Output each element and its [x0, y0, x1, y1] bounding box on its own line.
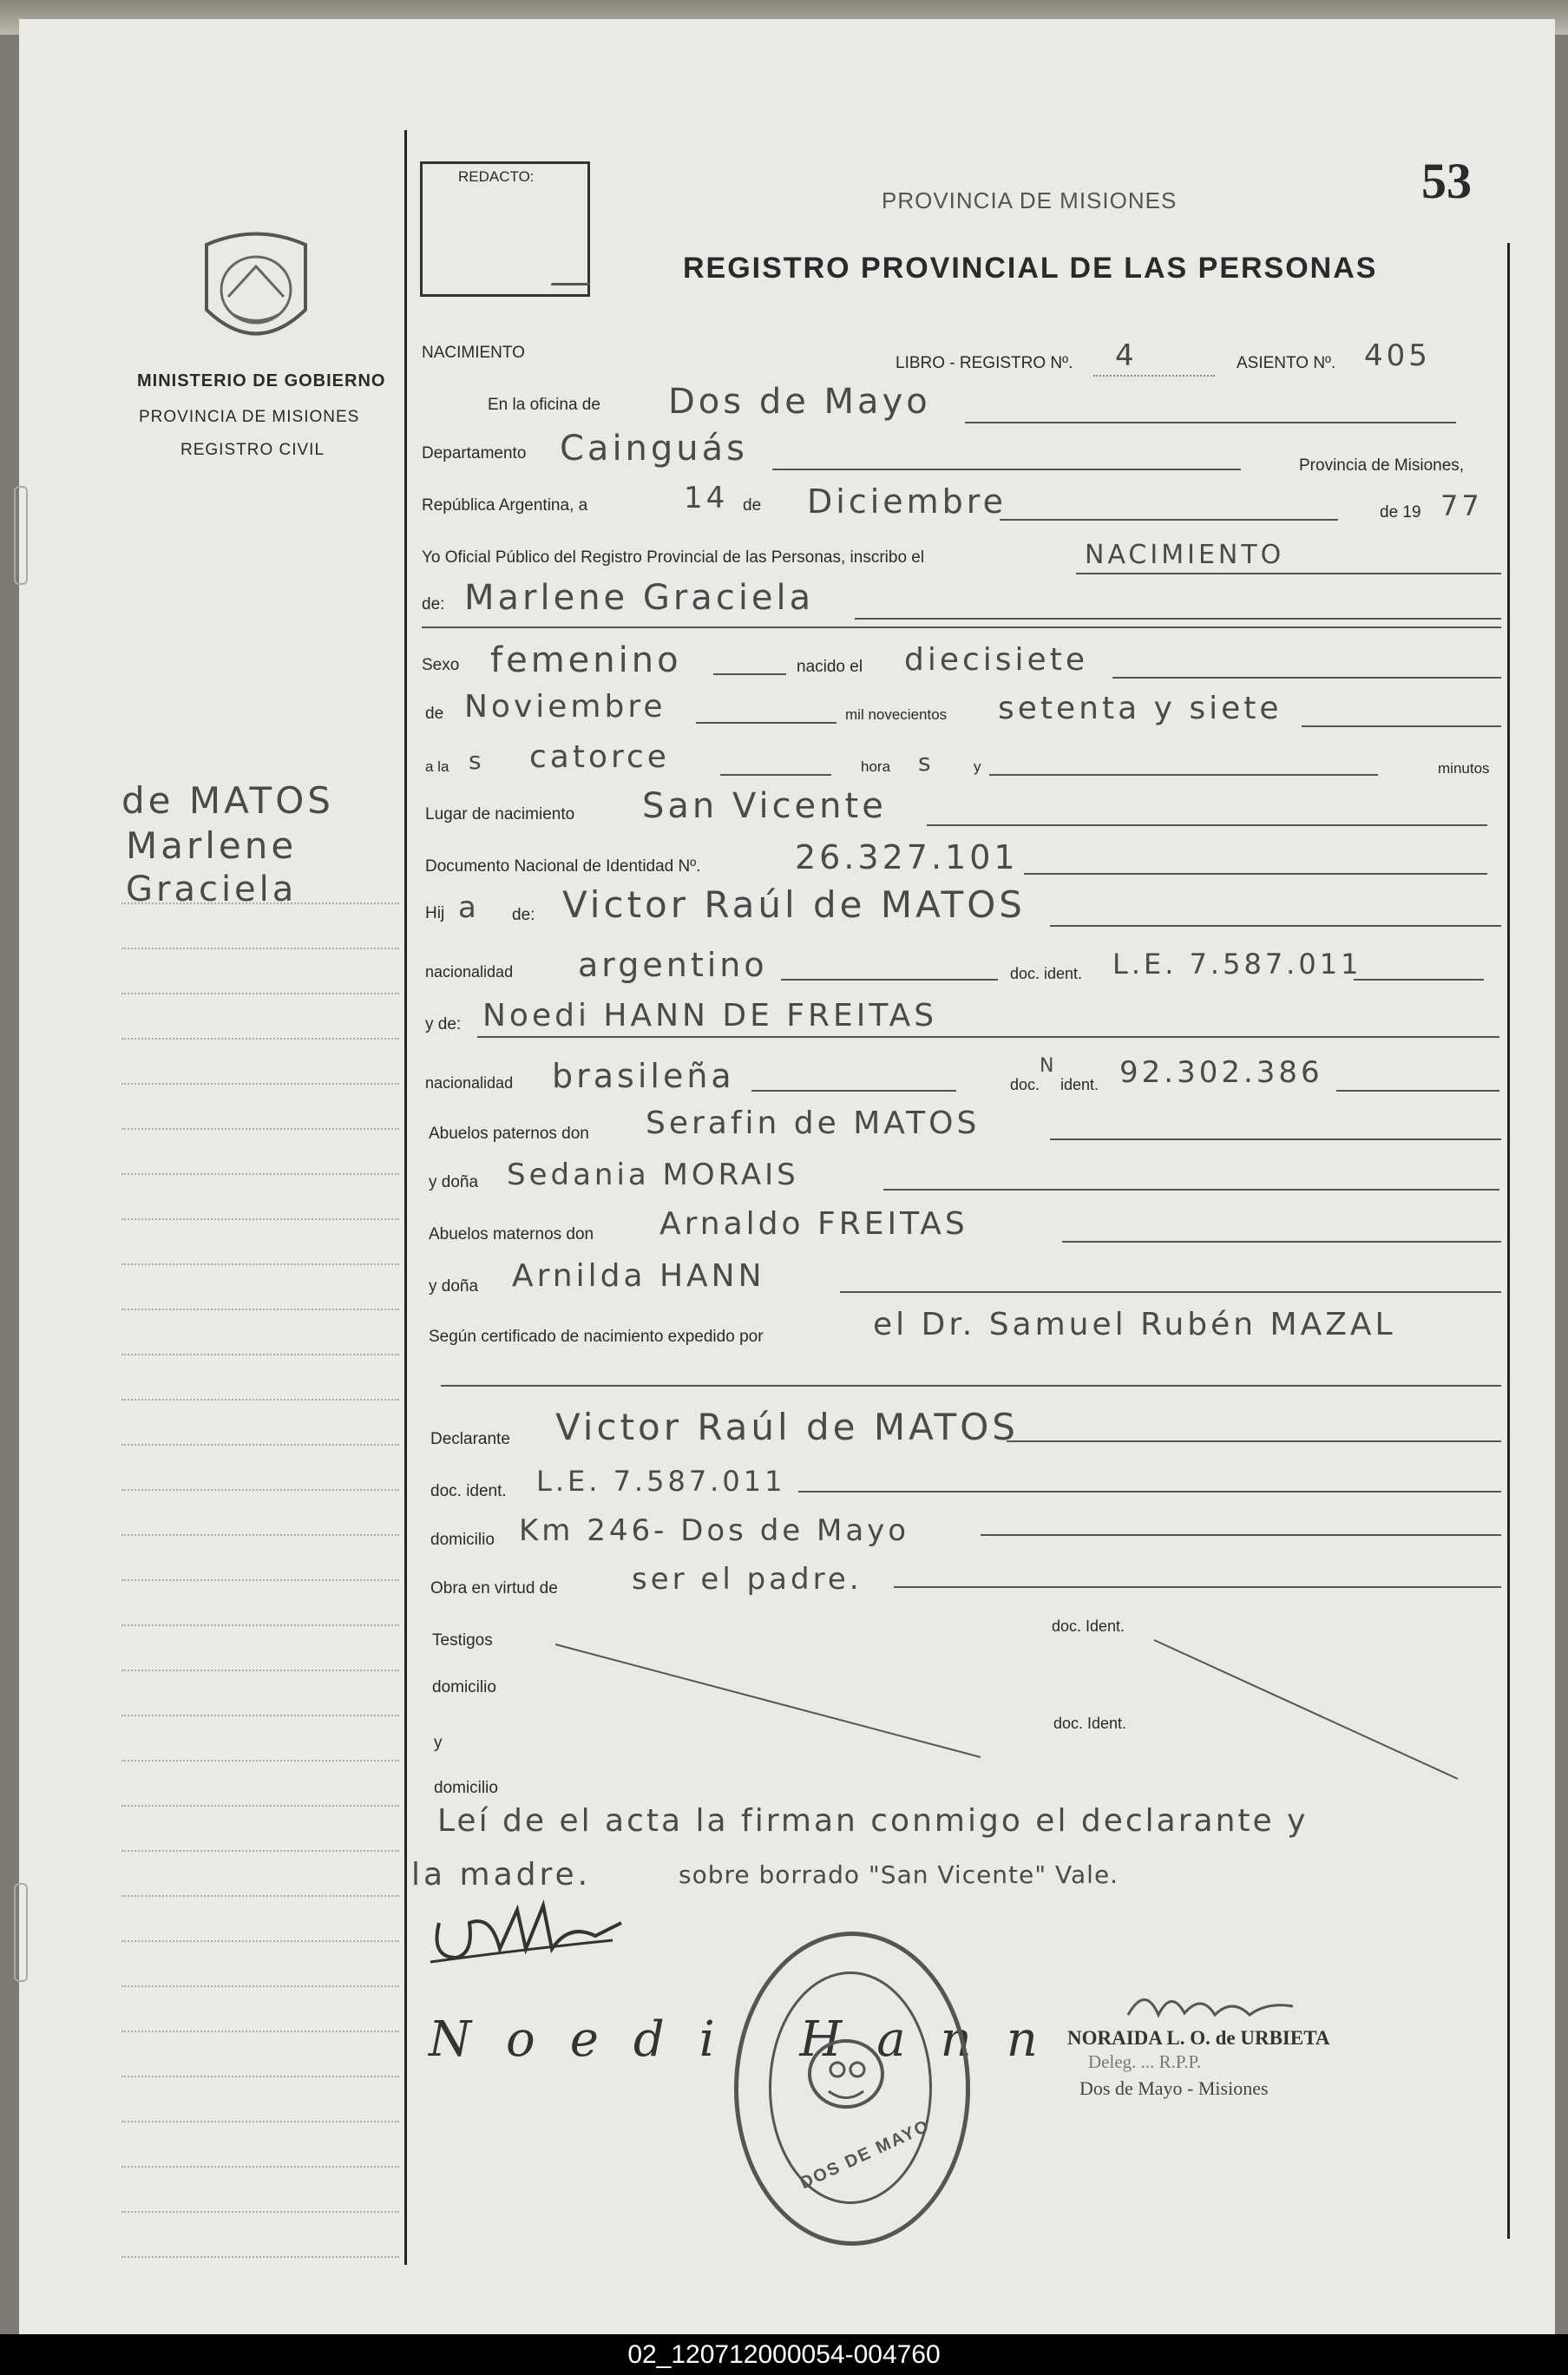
redacto-label: REDACTO: — [458, 168, 535, 185]
margin-dotted-line — [121, 1805, 399, 1807]
departamento-rule — [772, 469, 1241, 470]
margin-dotted-line — [121, 1850, 399, 1852]
oficial-text: Yo Oficial Público del Registro Provincial de las Personas, inscribo el — [422, 548, 925, 567]
sidebar-province-label: PROVINCIA DE MISIONES — [139, 408, 360, 426]
margin-dotted-line — [121, 993, 399, 994]
image-label: 02_120712000054-004760 — [0, 2334, 1568, 2375]
madre-ident-label: ident. — [1060, 1076, 1099, 1093]
dni-label: Documento Nacional de Identidad Nº. — [425, 857, 701, 876]
margin-dotted-line — [121, 1985, 399, 1987]
departamento-value: Cainguás — [560, 429, 748, 469]
domicilio-label: domicilio — [430, 1531, 495, 1549]
margin-dotted-line — [121, 1579, 399, 1581]
madre-doc-label: doc. — [1010, 1076, 1040, 1093]
margin-dotted-line — [121, 902, 399, 904]
seal-center-text: DOS DE MAYO — [797, 2116, 934, 2194]
section-label: NACIMIENTO — [422, 344, 525, 362]
testigos-domicilio-label-2: domicilio — [434, 1779, 498, 1797]
domicilio-rule — [981, 1534, 1501, 1536]
margin-dotted-line — [121, 1895, 399, 1897]
oficina-label: En la oficina de — [488, 396, 600, 414]
lugar-label: Lugar de nacimiento — [425, 805, 575, 823]
seal-portrait-icon — [790, 2022, 902, 2126]
binder-hole-top — [14, 486, 28, 585]
madre-nac-value: brasileña — [552, 1057, 735, 1095]
abuelo-pat-value: Serafin de MATOS — [646, 1105, 981, 1141]
madre-nac-rule — [751, 1090, 956, 1092]
departamento-label: Departamento — [422, 444, 527, 463]
testigos-doc-label: doc. Ident. — [1052, 1617, 1125, 1635]
certificado-label: Según certificado de nacimiento expedido por — [429, 1328, 764, 1346]
margin-dotted-line — [121, 2076, 399, 2077]
padre-rule — [1050, 925, 1501, 927]
abuela-pat-rule — [883, 1189, 1499, 1191]
official-name: NORAIDA L. O. de URBIETA — [1067, 2027, 1330, 2049]
oficina-value: Dos de Mayo — [668, 382, 931, 422]
horas-label: hora — [861, 758, 891, 775]
abuela-pat-value: Sedania MORAIS — [507, 1158, 799, 1192]
official-place: Dos de Mayo - Misiones — [1079, 2077, 1269, 2099]
libro-label: LIBRO - REGISTRO Nº. — [896, 354, 1073, 372]
margin-dotted-line — [121, 2166, 399, 2168]
month-rule — [1000, 519, 1338, 521]
dni-value: 26.327.101 — [795, 838, 1019, 876]
hijo-label-b: de: — [512, 906, 535, 924]
registry-title: REGISTRO PROVINCIAL DE LAS PERSONAS — [683, 252, 1378, 285]
month-value: Diciembre — [807, 482, 1007, 521]
minutes-rule — [989, 774, 1378, 776]
libro-rule — [1093, 375, 1215, 377]
margin-dotted-line — [121, 1760, 399, 1762]
provincia-suffix: Provincia de Misiones, — [1299, 456, 1465, 475]
padre-value: Victor Raúl de MATOS — [562, 883, 1026, 926]
obra-label: Obra en virtud de — [430, 1579, 558, 1598]
mil-value: setenta y siete — [998, 691, 1283, 726]
abuelos-mat-label: Abuelos maternos don — [429, 1225, 594, 1243]
horas-hand: s — [918, 748, 935, 777]
margin-dotted-line — [121, 2256, 399, 2258]
oficina-rule — [965, 422, 1456, 423]
declarante-doc-value: L.E. 7.587.011 — [536, 1465, 786, 1498]
margin-dotted-line — [121, 948, 399, 949]
alas-hand: s — [469, 746, 485, 775]
margin-dotted-line — [121, 1083, 399, 1085]
sexo-label: Sexo — [422, 656, 460, 674]
mil-rule — [1302, 725, 1501, 727]
testigos-doc-label-2: doc. Ident. — [1053, 1715, 1127, 1732]
margin-dotted-line — [121, 1399, 399, 1401]
obra-rule — [894, 1586, 1501, 1588]
page-number: 53 — [1421, 153, 1472, 209]
testigos-y-label: y — [434, 1734, 443, 1752]
abuelo-mat-rule — [1062, 1241, 1501, 1243]
margin-dotted-line — [121, 1624, 399, 1626]
nacido-label: nacido el — [797, 658, 863, 676]
padre-nac-rule — [781, 979, 998, 981]
hijo-label-a: Hij — [425, 904, 445, 922]
mil-label: mil novecientos — [845, 706, 948, 723]
abuelos-pat-label: Abuelos paternos don — [429, 1125, 589, 1143]
nacido-value: diecisiete — [904, 642, 1088, 678]
padre-nac-label: nacionalidad — [425, 963, 514, 981]
testigos-label: Testigos — [432, 1631, 493, 1650]
name-underline-full — [422, 627, 1501, 628]
abuela-mat-value: Arnilda HANN — [512, 1258, 765, 1294]
lugar-value: San Vicente — [642, 786, 887, 826]
de3-label: de — [425, 705, 444, 723]
nacido-month: Noviembre — [464, 689, 666, 725]
declarante-label: Declarante — [430, 1430, 510, 1448]
abuela-pat-label: y doña — [429, 1173, 479, 1191]
year-prefix: de 19 — [1380, 503, 1421, 522]
madre-doc-n: N — [1040, 1055, 1058, 1077]
domicilio-value: Km 246- Dos de Mayo — [519, 1513, 910, 1548]
de-label: de — [743, 496, 762, 515]
inscribo-value: NACIMIENTO — [1085, 540, 1285, 570]
hours-value: catorce — [529, 739, 670, 775]
certificado-rule — [441, 1385, 1501, 1387]
madre-value: Noedi HANN DE FREITAS — [482, 998, 938, 1033]
declarante-signature — [422, 1888, 630, 1975]
margin-dotted-line — [121, 1940, 399, 1942]
province-header: PROVINCIA DE MISIONES — [882, 187, 1178, 213]
margin-dotted-line — [121, 1354, 399, 1355]
margin-first-name: Marlene — [126, 824, 298, 867]
asiento-value: 405 — [1364, 338, 1431, 373]
official-title: Deleg. ... R.P.P. — [1088, 2051, 1202, 2072]
alas-label: a la — [425, 758, 449, 775]
declarante-value: Victor Raúl de MATOS — [555, 1406, 1019, 1448]
name-rule — [855, 618, 1501, 620]
closing-line-1: Leí de el acta la firman conmigo el declarante y — [437, 1803, 1309, 1839]
margin-divider — [404, 130, 407, 2265]
abuela-mat-rule — [840, 1291, 1501, 1293]
margin-dotted-line — [121, 1489, 399, 1491]
hours-rule — [720, 774, 831, 776]
abuela-mat-label: y doña — [429, 1277, 479, 1296]
lugar-rule — [927, 824, 1487, 826]
republica-label: República Argentina, a — [422, 496, 588, 515]
dni-rule — [1024, 873, 1487, 875]
testigos-domicilio-label: domicilio — [432, 1678, 496, 1696]
closing-line-2b: sobre borrado "San Vicente" Vale. — [679, 1860, 1119, 1889]
margin-dotted-line — [121, 1218, 399, 1220]
certificado-value: el Dr. Samuel Rubén MAZAL — [873, 1307, 1396, 1342]
obra-value: ser el padre. — [632, 1562, 863, 1597]
closing-line-2a: la madre. — [411, 1857, 592, 1893]
minutos-label: minutos — [1438, 760, 1490, 777]
margin-middle-name: Graciela — [126, 869, 298, 909]
yde-label: y de: — [425, 1015, 462, 1033]
madre-doc-rule — [1336, 1090, 1499, 1092]
margin-dotted-line — [121, 1038, 399, 1040]
sexo-value: femenino — [490, 640, 682, 680]
y-label: y — [974, 758, 981, 775]
testigos-strike-lines — [547, 1631, 1466, 1788]
madre-signature: Noedi Hann — [429, 2011, 1073, 2068]
margin-dotted-line — [121, 1534, 399, 1536]
madre-doc-value: 92.302.386 — [1119, 1055, 1323, 1090]
nacido-rule — [1112, 677, 1501, 679]
sexo-rule — [713, 673, 786, 675]
margin-dotted-line — [121, 1309, 399, 1310]
form-right-border — [1507, 243, 1510, 2239]
margin-dotted-line — [121, 1715, 399, 1716]
margin-dotted-line — [121, 1444, 399, 1446]
nacido-month-rule — [696, 722, 836, 724]
hijo-hand: a — [458, 890, 480, 925]
margin-dotted-line — [121, 2031, 399, 2032]
official-signature — [1119, 1980, 1302, 2032]
inscribo-rule — [1076, 573, 1501, 574]
margin-dotted-line — [121, 2211, 399, 2213]
margin-dotted-line — [121, 1173, 399, 1175]
declarante-rule — [1007, 1440, 1501, 1442]
margin-dotted-line — [121, 1128, 399, 1130]
padre-nac-value: argentino — [578, 946, 768, 984]
abuelo-pat-rule — [1050, 1138, 1501, 1140]
madre-nac-label: nacionalidad — [425, 1074, 514, 1092]
margin-dotted-line — [121, 1670, 399, 1671]
year-value: 77 — [1440, 489, 1483, 522]
ministry-label: MINISTERIO DE GOBIERNO — [137, 371, 386, 390]
provincial-crest-icon — [198, 227, 314, 358]
sidebar-registry-label: REGISTRO CIVIL — [180, 441, 325, 459]
de2-label: de: — [422, 595, 445, 613]
margin-dotted-line — [121, 2121, 399, 2122]
abuelo-mat-value: Arnaldo FREITAS — [659, 1206, 968, 1242]
declarante-doc-label: doc. ident. — [430, 1482, 507, 1500]
asiento-label: ASIENTO Nº. — [1237, 354, 1336, 372]
binder-hole-bottom — [14, 1883, 28, 1982]
declarante-doc-rule — [798, 1491, 1501, 1493]
padre-doc-rule — [1354, 979, 1484, 981]
margin-surname: de MATOS — [121, 779, 334, 822]
day-value: 14 — [684, 481, 729, 515]
name-value: Marlene Graciela — [464, 578, 815, 618]
margin-dotted-line — [121, 1263, 399, 1265]
padre-doc-label: doc. ident. — [1010, 965, 1083, 982]
libro-value: 4 — [1115, 338, 1138, 373]
padre-doc-value: L.E. 7.587.011 — [1112, 948, 1362, 981]
madre-rule — [477, 1036, 1499, 1038]
